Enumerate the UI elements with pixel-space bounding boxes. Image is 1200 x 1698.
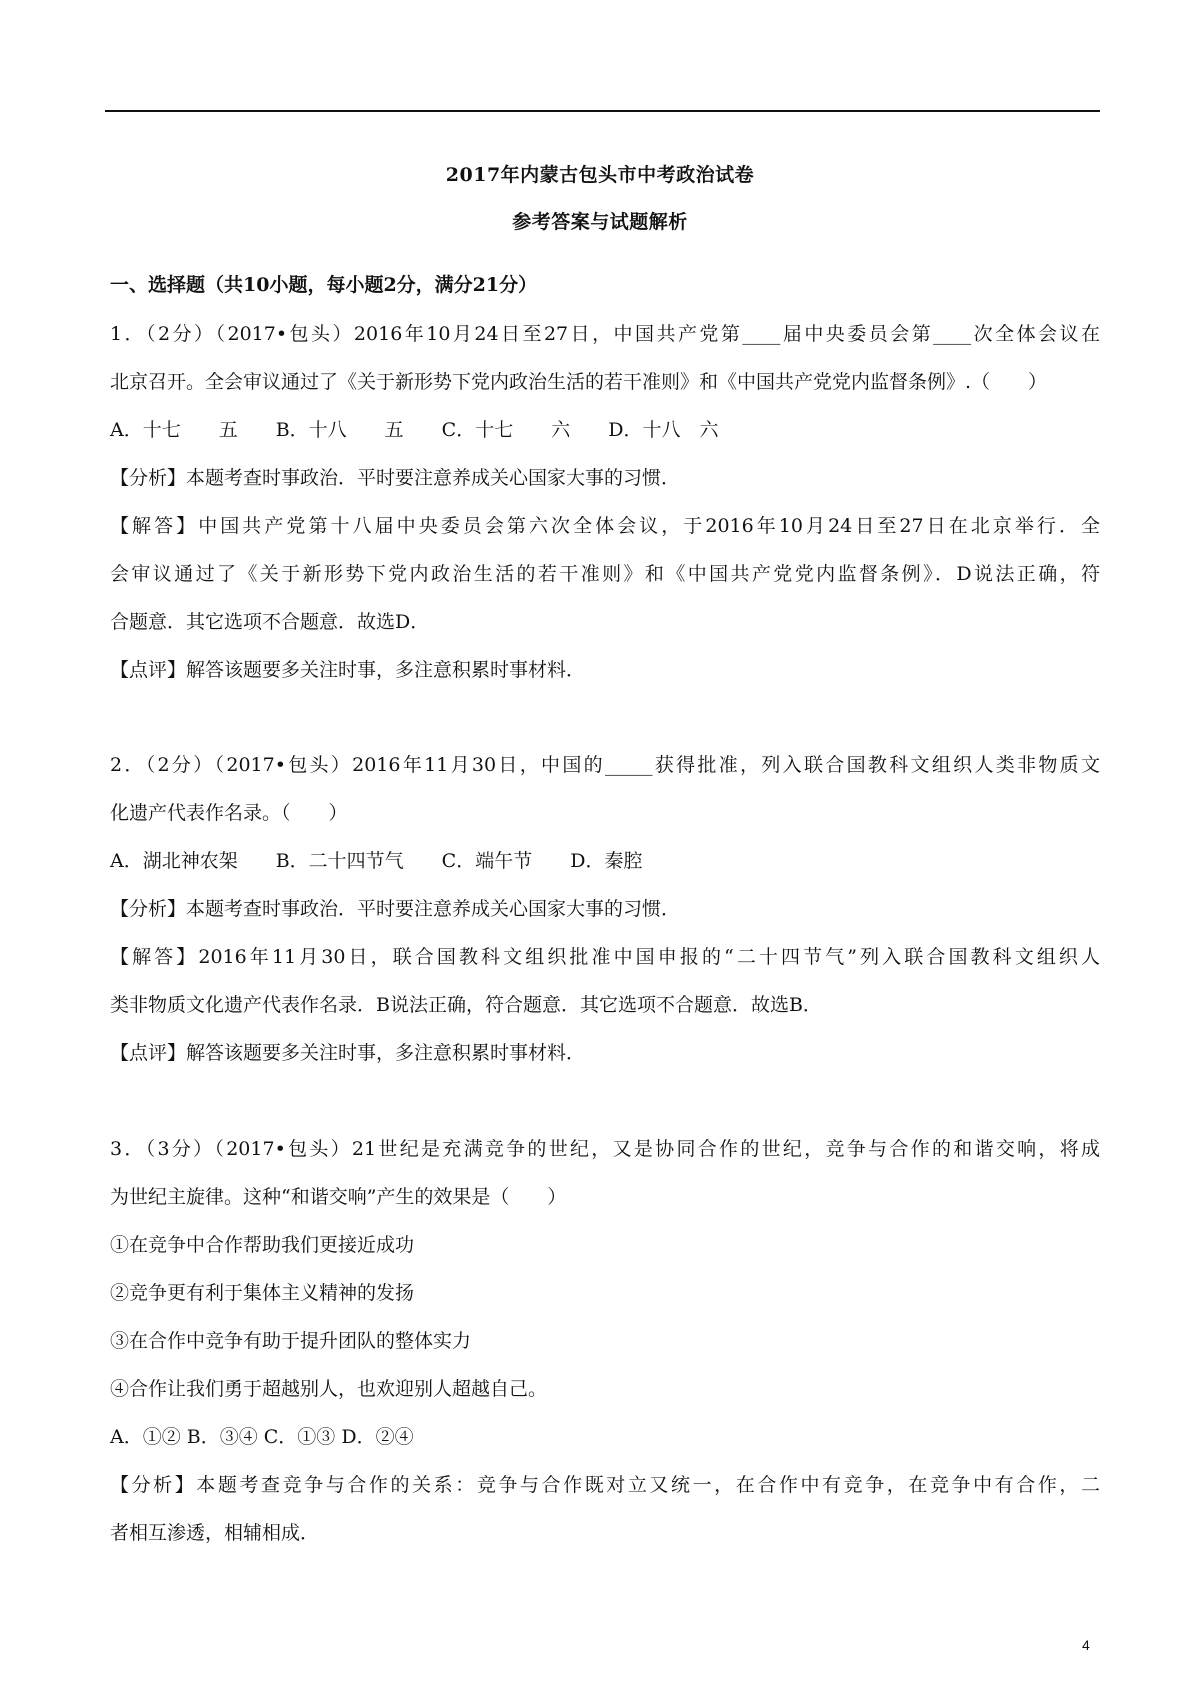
page-number: 4 (1082, 1637, 1090, 1653)
header-rule (105, 110, 1100, 112)
q3-analysis-line-1: 【分析】本题考查竞争与合作的关系：竞争与合作既对立又统一，在合作中有竞争，在竞争中有合作，二 (110, 1474, 1100, 1496)
q2-stem-line-2: 化遗产代表作名录。（ ） (110, 802, 348, 824)
q1-answer-line-1: 【解答】中国共产党第十八届中央委员会第六次全体会议，于2016年10月24日至27日在北京举行．全 (110, 515, 1100, 537)
q3-item-4: ④合作让我们勇于超越别人，也欢迎别人超越自己。 (110, 1378, 548, 1400)
q2-stem-line-1: 2．（2分）（2017•包头）2016年11月30日，中国的_____获得批准，列入联合国教科文组织人类非物质文 (110, 754, 1100, 776)
q3-analysis-line-2: 者相互渗透，相辅相成． (110, 1522, 320, 1544)
q3-item-3: ③在合作中竞争有助于提升团队的整体实力 (110, 1330, 472, 1352)
q1-options: A．十七 五 B．十八 五 C．十七 六 D．十八 六 (110, 419, 719, 441)
q2-analysis: 【分析】本题考查时事政治．平时要注意养成关心国家大事的习惯． (110, 898, 681, 920)
q1-comment: 【点评】解答该题要多关注时事，多注意积累时事材料． (110, 659, 586, 681)
q2-comment: 【点评】解答该题要多关注时事，多注意积累时事材料． (110, 1042, 586, 1064)
q3-item-2: ②竞争更有利于集体主义精神的发扬 (110, 1282, 415, 1304)
q1-stem-line-2: 北京召开。全会审议通过了《关于新形势下党内政治生活的若干准则》和《中国共产党党内监督条例》.（ ） (110, 371, 1048, 393)
q1-analysis: 【分析】本题考查时事政治．平时要注意养成关心国家大事的习惯． (110, 467, 681, 489)
q3-stem-line-2: 为世纪主旋律。这种“和谐交响”产生的效果是（ ） (110, 1186, 567, 1208)
q3-item-1: ①在竞争中合作帮助我们更接近成功 (110, 1234, 415, 1256)
page-title: 2017年内蒙古包头市中考政治试卷 (445, 164, 755, 186)
q2-answer-line-2: 类非物质文化遗产代表作名录．B说法正确，符合题意．其它选项不合题意．故选B． (110, 994, 822, 1016)
q1-answer-line-2: 会审议通过了《关于新形势下党内政治生活的若干准则》和《中国共产党党内监督条例》．D说法正确，符 (110, 563, 1100, 585)
q3-stem-line-1: 3．（3分）（2017•包头）21世纪是充满竞争的世纪，又是协同合作的世纪，竞争与合作的和谐交响，将成 (110, 1138, 1100, 1160)
section-heading: 一、选择题（共10小题，每小题2分，满分21分） (110, 274, 538, 296)
q1-answer-line-3: 合题意．其它选项不合题意．故选D． (110, 611, 430, 633)
q1-stem-line-1: 1．（2分）（2017•包头）2016年10月24日至27日，中国共产党第____届中央委员会第____次全体会议在 (110, 323, 1100, 345)
q2-answer-line-1: 【解答】2016年11月30日，联合国教科文组织批准中国申报的“二十四节气”列入联合国教科文组织人 (110, 946, 1100, 968)
q3-options: A．①② B．③④ C．①③ D．②④ (110, 1426, 414, 1448)
page-subtitle: 参考答案与试题解析 (512, 211, 688, 233)
q2-options: A．湖北神农架 B．二十四节气 C．端午节 D．秦腔 (110, 850, 643, 872)
